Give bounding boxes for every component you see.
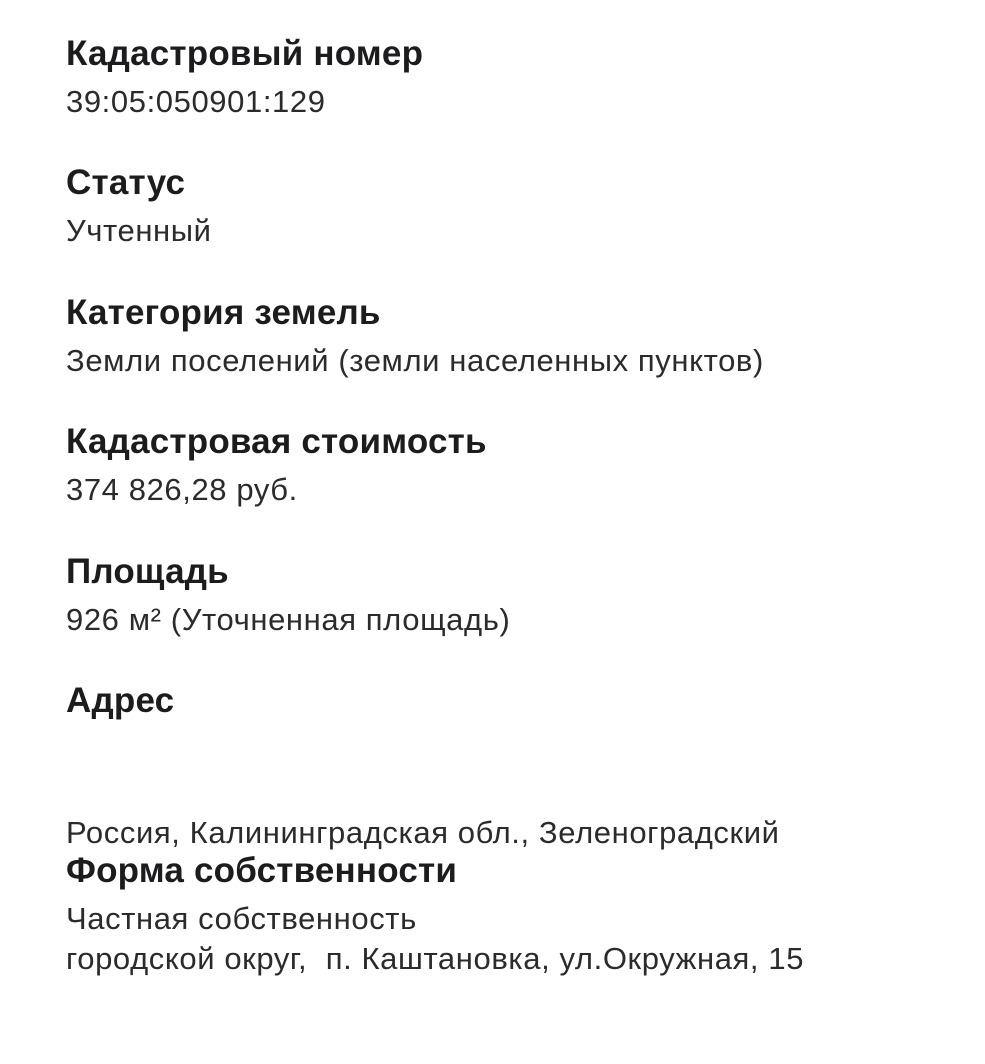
field-value-land-category: Земли поселений (земли населенных пунктов) [66, 343, 764, 378]
field-label-address: Адрес [66, 681, 175, 720]
field-area [66, 552, 966, 641]
field-land-category [66, 293, 966, 382]
field-ownership-form [66, 851, 966, 940]
field-value-cadastral-value: 374 826,28 руб. [66, 472, 298, 507]
field-label-ownership-form: Форма собственности [66, 851, 458, 890]
field-cadastral-number [66, 34, 966, 123]
field-value-ownership-form: Частная собственность [66, 901, 417, 936]
field-label-land-category: Категория земель [66, 293, 381, 332]
field-label-status: Статус [66, 163, 186, 202]
field-status [66, 163, 966, 252]
field-value-status: Учтенный [66, 213, 212, 248]
field-value-cadastral-number: 39:05:050901:129 [66, 84, 326, 119]
address-line-1: Россия, Калининградская обл., Зеленоградский [66, 815, 780, 850]
field-label-cadastral-value: Кадастровая стоимость [66, 422, 487, 461]
field-cadastral-value [66, 422, 966, 511]
address-line-2: городской округ, п. Каштановка, ул.Окружная, 15 [66, 941, 805, 976]
field-label-area: Площадь [66, 552, 229, 591]
field-value-area: 926 м² (Уточненная площадь) [66, 602, 511, 637]
field-label-cadastral-number: Кадастровый номер [66, 34, 424, 73]
